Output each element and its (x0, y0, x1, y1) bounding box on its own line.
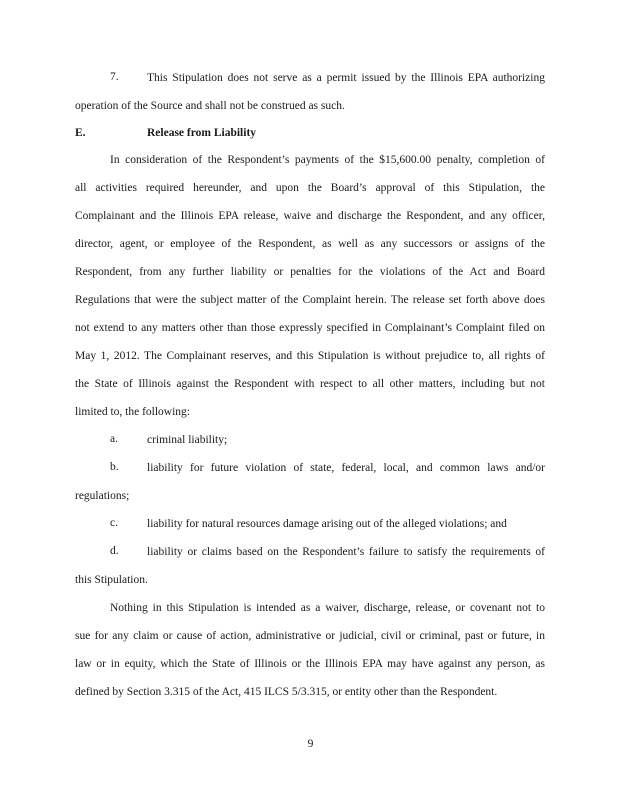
release-line-2: all activities required hereunder, and upon the Board’s approval of this Stipulation, the (75, 182, 545, 194)
release-line-1: In consideration of the Respondent’s payments of the $15,600.00 penalty, completion of (110, 154, 545, 166)
list-item-c-text: liability for natural resources damage arising out of the alleged violations; and (147, 518, 507, 530)
release-line-4: director, agent, or employee of the Respondent, as well as any successors or assigns of the (75, 238, 545, 250)
list-item-b-text-1: liability for future violation of state, federal, local, and common laws and/or (147, 462, 545, 474)
closing-line-2: sue for any claim or cause of action, administrative or judicial, civil or criminal, past or future, in (75, 630, 545, 642)
list-item-d-text-2: this Stipulation. (75, 574, 148, 586)
list-item-d-text-1: liability or claims based on the Respondent’s failure to satisfy the requirements of (147, 546, 545, 558)
item-7-line-1: This Stipulation does not serve as a permit issued by the Illinois EPA authorizing (147, 72, 545, 84)
list-item-a-text: criminal liability; (147, 434, 228, 446)
list-item-b-text-2: regulations; (75, 490, 130, 502)
release-line-10: limited to, the following: (75, 406, 190, 418)
release-line-9: the State of Illinois against the Respondent with respect to all other matters, including but not (75, 378, 545, 390)
release-line-3: Complainant and the Illinois EPA release, waive and discharge the Respondent, and any officer, (75, 210, 545, 222)
page-number: 9 (307, 738, 314, 750)
release-line-7: not extend to any matters other than those expressly specified in Complainant’s Complaint filed on (75, 322, 545, 334)
closing-line-3: law or in equity, which the State of Illinois or the Illinois EPA may have against any person, as (75, 658, 545, 670)
section-e-letter: E. (75, 127, 86, 139)
closing-line-1: Nothing in this Stipulation is intended as a waiver, discharge, release, or covenant not to (110, 602, 545, 614)
item-7-number: 7. (110, 71, 119, 83)
list-item-b-letter: b. (110, 461, 119, 473)
release-line-6: Regulations that were the subject matter of the Complaint herein. The release set forth above does (75, 294, 545, 306)
list-item-a-letter: a. (110, 433, 118, 445)
release-line-5: Respondent, from any further liability or penalties for the violations of the Act and Board (75, 266, 545, 278)
list-item-d-letter: d. (110, 545, 119, 557)
closing-line-4: defined by Section 3.315 of the Act, 415 ILCS 5/3.315, or entity other than the Respondent. (75, 686, 498, 698)
section-e-title: Release from Liability (147, 127, 257, 139)
list-item-c-letter: c. (110, 517, 118, 529)
item-7-line-2: operation of the Source and shall not be construed as such. (75, 100, 345, 112)
release-line-8: May 1, 2012. The Complainant reserves, and this Stipulation is without prejudice to, all rights of (75, 350, 545, 362)
